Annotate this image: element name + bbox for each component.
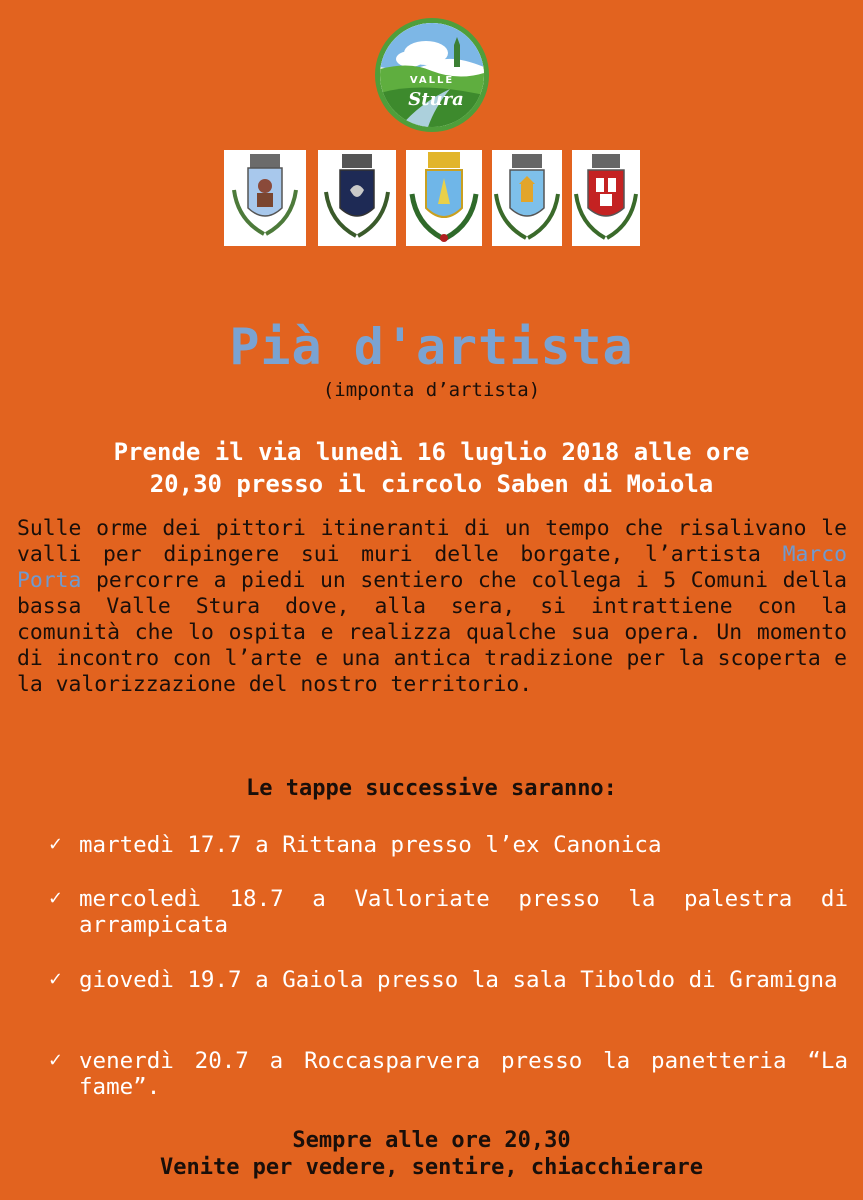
check-icon: ✓ [48,888,64,909]
headline-line-2: 20,30 presso il circolo Saben di Moiola [149,470,714,498]
event-subtitle: (imponta d’artista) [322,379,541,401]
stage-text: giovedì 19.7 a Gaiola presso la sala Tiboldo di Gramigna [79,967,838,993]
footer [0,1127,863,1181]
event-headline [0,436,863,500]
stage-text: venerdì 20.7 a Roccasparvera presso la panetteria “La fame”. [79,1048,848,1100]
municipal-crests [0,150,863,250]
logo-text-stura: Stura [408,89,464,110]
intro-paragraph [17,516,847,698]
crest-5 [572,150,640,246]
logo-text-valle: VALLE [409,75,455,86]
check-icon: ✓ [48,1050,64,1071]
logo-graphic [380,23,484,127]
crest-3 [406,150,482,246]
footer-line-2: Venite per vedere, sentire, chiacchierare [159,1155,704,1180]
stage-item [48,967,848,993]
check-icon: ✓ [48,834,64,855]
stage-text: martedì 17.7 a Rittana presso l’ex Canonica [79,832,662,858]
stage-text: mercoledì 18.7 a Valloriate presso la palestra di arrampicata [79,886,848,938]
footer-line-1: Sempre alle ore 20,30 [292,1128,571,1153]
crest-4 [492,150,562,246]
artist-name: Marco Porta [17,542,847,593]
valle-stura-logo [375,18,489,132]
stage-item [48,832,848,858]
event-title: Pià d'artista [229,318,634,376]
stage-item [48,1048,848,1100]
stages-heading: Le tappe successive saranno: [246,776,617,801]
intro-text-after: percorre a piedi un sentiero che collega i 5 Comuni della bassa Valle Stura dove, alla sera, si intrattiene con la comunità che lo ospita e realizza qualche sua opera. Un momento di incontro con l’arte e una antica tradizione per la scoperta e la valorizzazione del nostro territorio. [17,568,847,697]
headline-line-1: Prende il via lunedì 16 luglio 2018 alle ore [113,438,750,466]
check-icon: ✓ [48,969,64,990]
intro-text-before: Sulle orme dei pittori itineranti di un tempo che risalivano le valli per dipingere sui muri delle borgate, l’artista [17,516,847,567]
stage-item [48,886,848,938]
crest-2 [318,150,396,246]
crest-1 [224,150,306,246]
